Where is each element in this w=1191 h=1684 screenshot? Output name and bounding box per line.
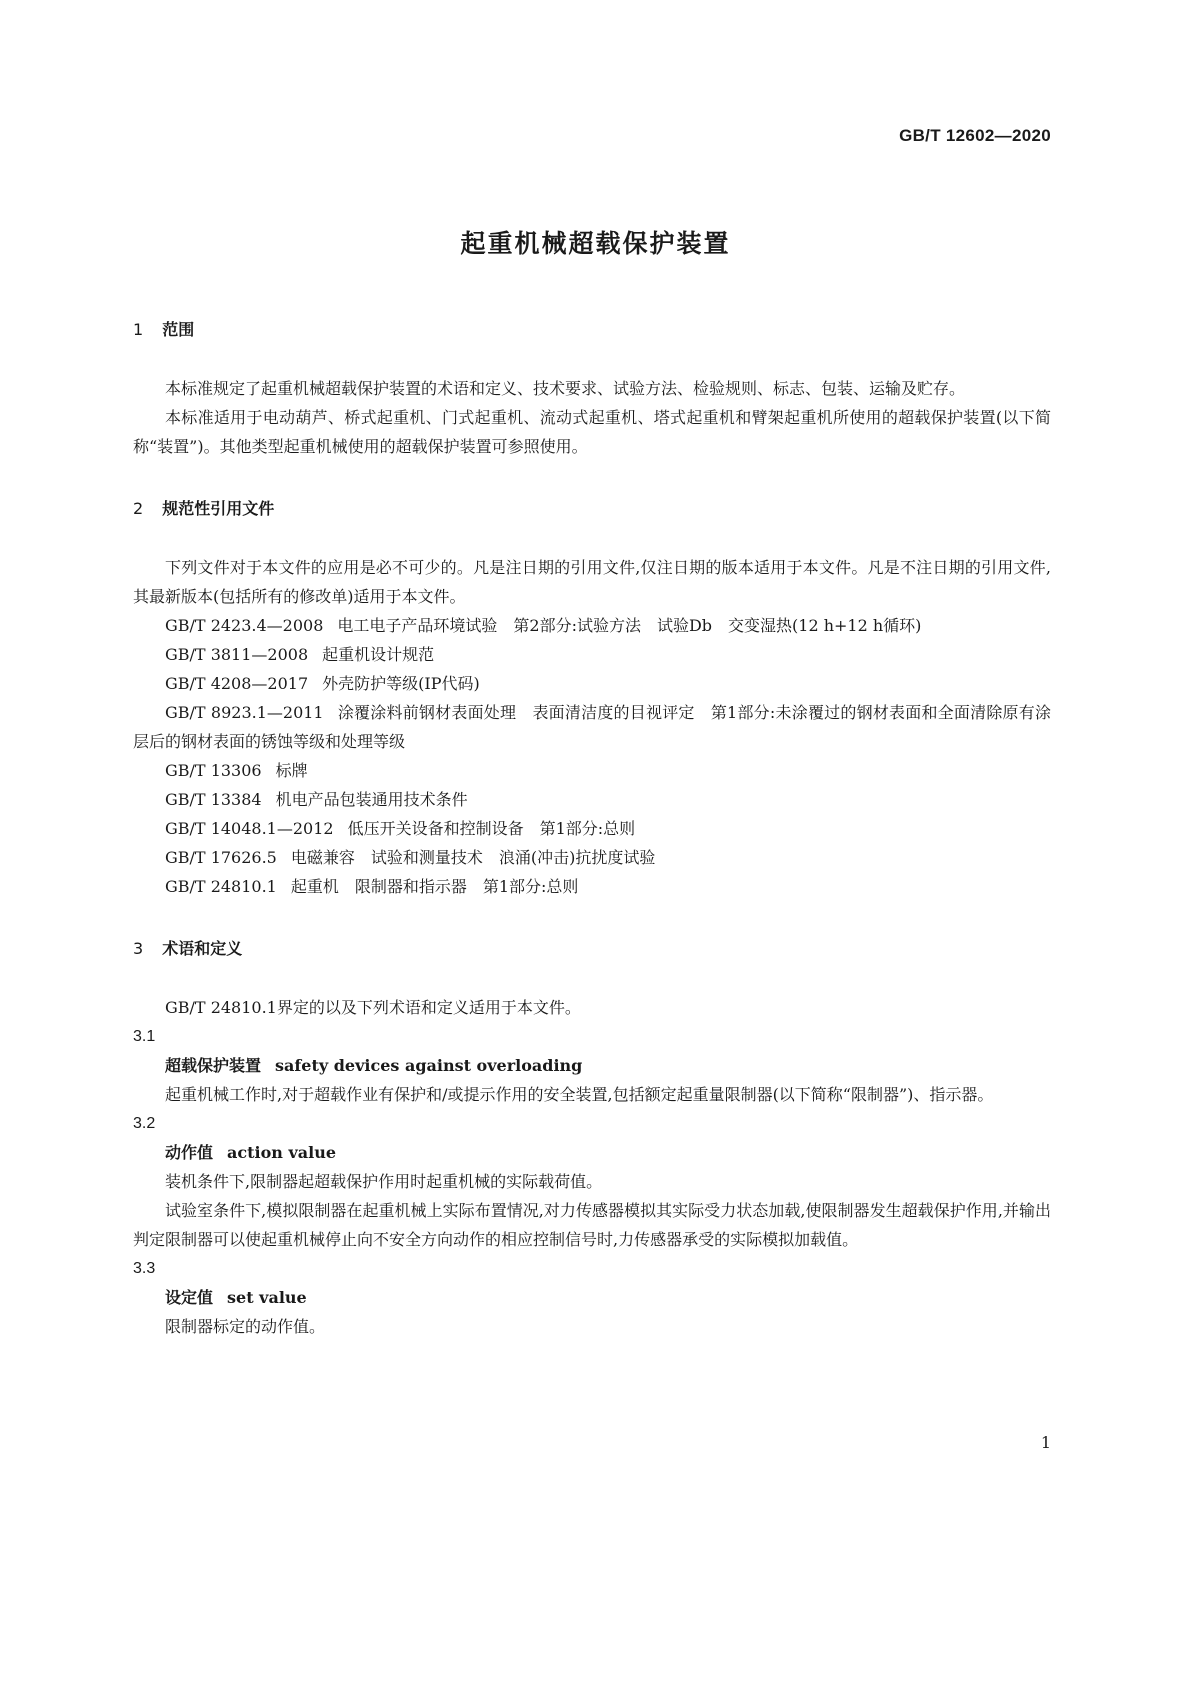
- term-english: safety devices against overloading: [275, 1056, 583, 1075]
- term-number: 3.2: [133, 1115, 156, 1132]
- document-title: 起重机械超载保护装置: [460, 229, 731, 258]
- reference-code: GB/T 24810.1: [165, 877, 277, 896]
- section-number: 3: [133, 939, 144, 958]
- section-title: 范围: [162, 320, 195, 339]
- reference-title: 电工电子产品环境试验 第2部分:试验方法 试验Db 交变湿热(12 h+12 h循环): [337, 616, 922, 635]
- section-heading-scope: [133, 315, 1051, 344]
- reference-title: 起重机 限制器和指示器 第1部分:总则: [290, 877, 579, 896]
- reference-title: 起重机设计规范: [322, 645, 435, 664]
- term-heading: [133, 1283, 1051, 1312]
- reference-item: [133, 785, 1051, 814]
- references-intro: 下列文件对于本文件的应用是必不可少的。凡是注日期的引用文件,仅注日期的版本适用于本文件。凡是不注日期的引用文件,其最新版本(包括所有的修改单)适用于本文件。: [133, 558, 1051, 606]
- reference-title: 机电产品包装通用技术条件: [275, 790, 468, 809]
- term-definition: 试验室条件下,模拟限制器在起重机械上实际布置情况,对力传感器模拟其实际受力状态加载,使限制器发生超载保护作用,并输出判定限制器可以使起重机械停止向不安全方向动作的相应控制信号时,力传感器承受的实际模拟加载值。: [133, 1201, 1051, 1249]
- term-number: 3.3: [133, 1260, 156, 1277]
- reference-code: GB/T 3811—2008: [165, 645, 309, 664]
- standard-number: GB/T 12602—2020: [899, 126, 1051, 145]
- section-title: 术语和定义: [162, 939, 243, 958]
- document-body: [133, 315, 1051, 1341]
- reference-item: [133, 611, 1051, 640]
- reference-item: [133, 872, 1051, 901]
- reference-item: [133, 756, 1051, 785]
- section-title: 规范性引用文件: [162, 499, 275, 518]
- reference-code: GB/T 13384: [165, 790, 262, 809]
- reference-title: 涂覆涂料前钢材表面处理 表面清洁度的目视评定 第1部分:未涂覆过的钢材表面和全面清除原有涂层后的钢材表面的锈蚀等级和处理等级: [133, 703, 1051, 751]
- term-english: set value: [227, 1288, 307, 1307]
- term-english: action value: [227, 1143, 337, 1162]
- term-definition: 装机条件下,限制器起超载保护作用时起重机械的实际载荷值。: [165, 1172, 603, 1191]
- section-number: 2: [133, 499, 144, 518]
- term-number: 3.1: [133, 1028, 156, 1045]
- term-chinese: 设定值: [165, 1288, 214, 1307]
- scope-paragraph: 本标准规定了起重机械超载保护装置的术语和定义、技术要求、试验方法、检验规则、标志、包装、运输及贮存。: [165, 379, 966, 398]
- term-chinese: 超载保护装置: [165, 1056, 262, 1075]
- terms-intro: GB/T 24810.1界定的以及下列术语和定义适用于本文件。: [165, 998, 581, 1017]
- reference-code: GB/T 13306: [165, 761, 262, 780]
- reference-title: 外壳防护等级(IP代码): [322, 674, 480, 693]
- section-heading-terms-and-definitions: [133, 934, 1051, 963]
- term-definition: 起重机械工作时,对于超载作业有保护和/或提示作用的安全装置,包括额定起重量限制器(以下简称“限制器”)、指示器。: [165, 1085, 994, 1104]
- reference-item: [133, 640, 1051, 669]
- section-heading-normative-references: [133, 494, 1051, 523]
- term-heading: [133, 1051, 1051, 1080]
- term-heading: [133, 1138, 1051, 1167]
- term-definition: 限制器标定的动作值。: [165, 1317, 326, 1336]
- reference-item: [133, 669, 1051, 698]
- reference-item: [133, 814, 1051, 843]
- term-chinese: 动作值: [165, 1143, 214, 1162]
- reference-title: 低压开关设备和控制设备 第1部分:总则: [347, 819, 636, 838]
- reference-title: 标牌: [275, 761, 308, 780]
- section-number: 1: [133, 320, 144, 339]
- page-number: 1: [1040, 1433, 1051, 1452]
- reference-code: GB/T 8923.1—2011: [165, 703, 324, 722]
- scope-paragraph: 本标准适用于电动葫芦、桥式起重机、门式起重机、流动式起重机、塔式起重机和臂架起重机所使用的超载保护装置(以下简称“装置”)。其他类型起重机械使用的超载保护装置可参照使用。: [133, 408, 1051, 456]
- reference-code: GB/T 17626.5: [165, 848, 277, 867]
- reference-code: GB/T 14048.1—2012: [165, 819, 334, 838]
- reference-code: GB/T 4208—2017: [165, 674, 309, 693]
- reference-item: [133, 698, 1051, 756]
- reference-title: 电磁兼容 试验和测量技术 浪涌(冲击)抗扰度试验: [290, 848, 656, 867]
- reference-item: [133, 843, 1051, 872]
- reference-code: GB/T 2423.4—2008: [165, 616, 324, 635]
